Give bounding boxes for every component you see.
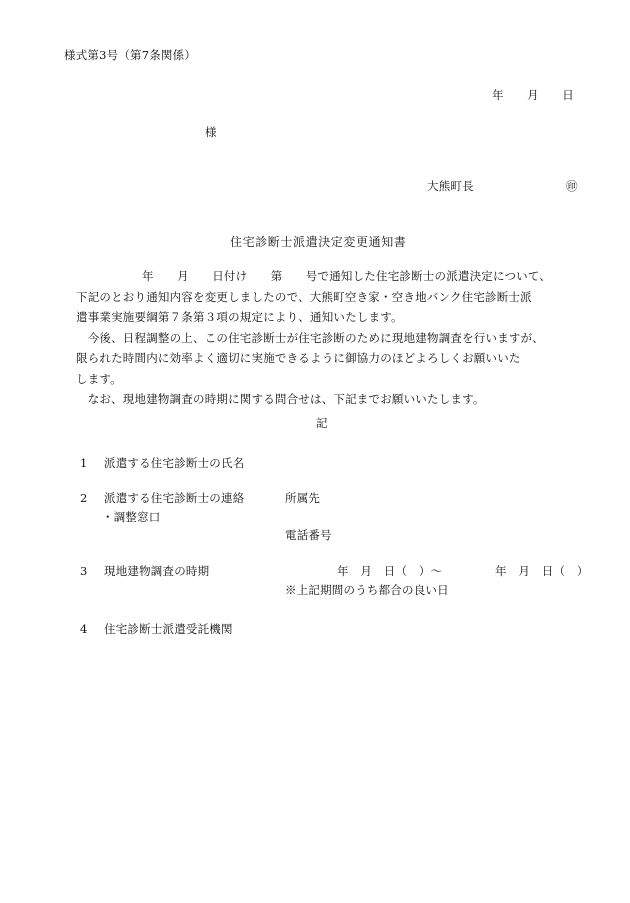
item2-number: 2 [80, 491, 88, 505]
seal-mark: ㊞ [566, 179, 578, 193]
date-range-note: ※上記期間のうち都合の良い日 [285, 583, 449, 597]
date-range-start: 年 月 日（ ）～ [337, 564, 443, 578]
item4-label: 住宅診断士派遣受託機関 [104, 622, 233, 636]
item2-label-continued: ・調整窓口 [102, 510, 161, 524]
sender-name: 大熊町長 [427, 179, 474, 193]
body-text [76, 271, 551, 415]
ki-heading: 記 [316, 416, 328, 430]
phone-label: 電話番号 [285, 528, 332, 542]
item1-number: 1 [80, 456, 88, 470]
recipient-suffix: 様 [205, 125, 217, 139]
body-line: 限られた時間内に効率よく適切に実施できるように御協力のほどよろしくお願いいた [76, 351, 521, 365]
date-line: 年 月 日 [492, 88, 574, 102]
item1-label: 派遣する住宅診断士の氏名 [104, 456, 245, 470]
item3-number: 3 [80, 564, 88, 578]
document-title: 住宅診断士派遣決定変更通知書 [230, 235, 407, 249]
body-line: 下記のとおり通知内容を変更しましたので、大熊町空き家・空き地バンク住宅診断士派 [76, 289, 532, 304]
body-line: 年 月 日付け 第 号で通知した住宅診断士の派遣決定について、 [142, 269, 552, 283]
body-line: なお、現地建物調査の時期に関する問合せは、下記までお願いいたします。 [76, 392, 485, 406]
item4-number: 4 [80, 622, 88, 636]
date-range-end: 年 月 日（ ） [495, 564, 589, 578]
body-line: 今後、日程調整の上、この住宅診断士が住宅診断のために現地建物調査を行いますが、 [76, 330, 544, 345]
item2-label: 派遣する住宅診断士の連絡 [104, 491, 245, 505]
body-line: します。 [76, 371, 122, 386]
item3-label: 現地建物調査の時期 [104, 564, 210, 578]
form-reference: 様式第3号（第7条関係） [64, 48, 197, 62]
body-line: 遣事業実施要綱第７条第３項の規定により、通知いたします。 [76, 310, 403, 324]
affiliation-label: 所属先 [285, 491, 321, 505]
